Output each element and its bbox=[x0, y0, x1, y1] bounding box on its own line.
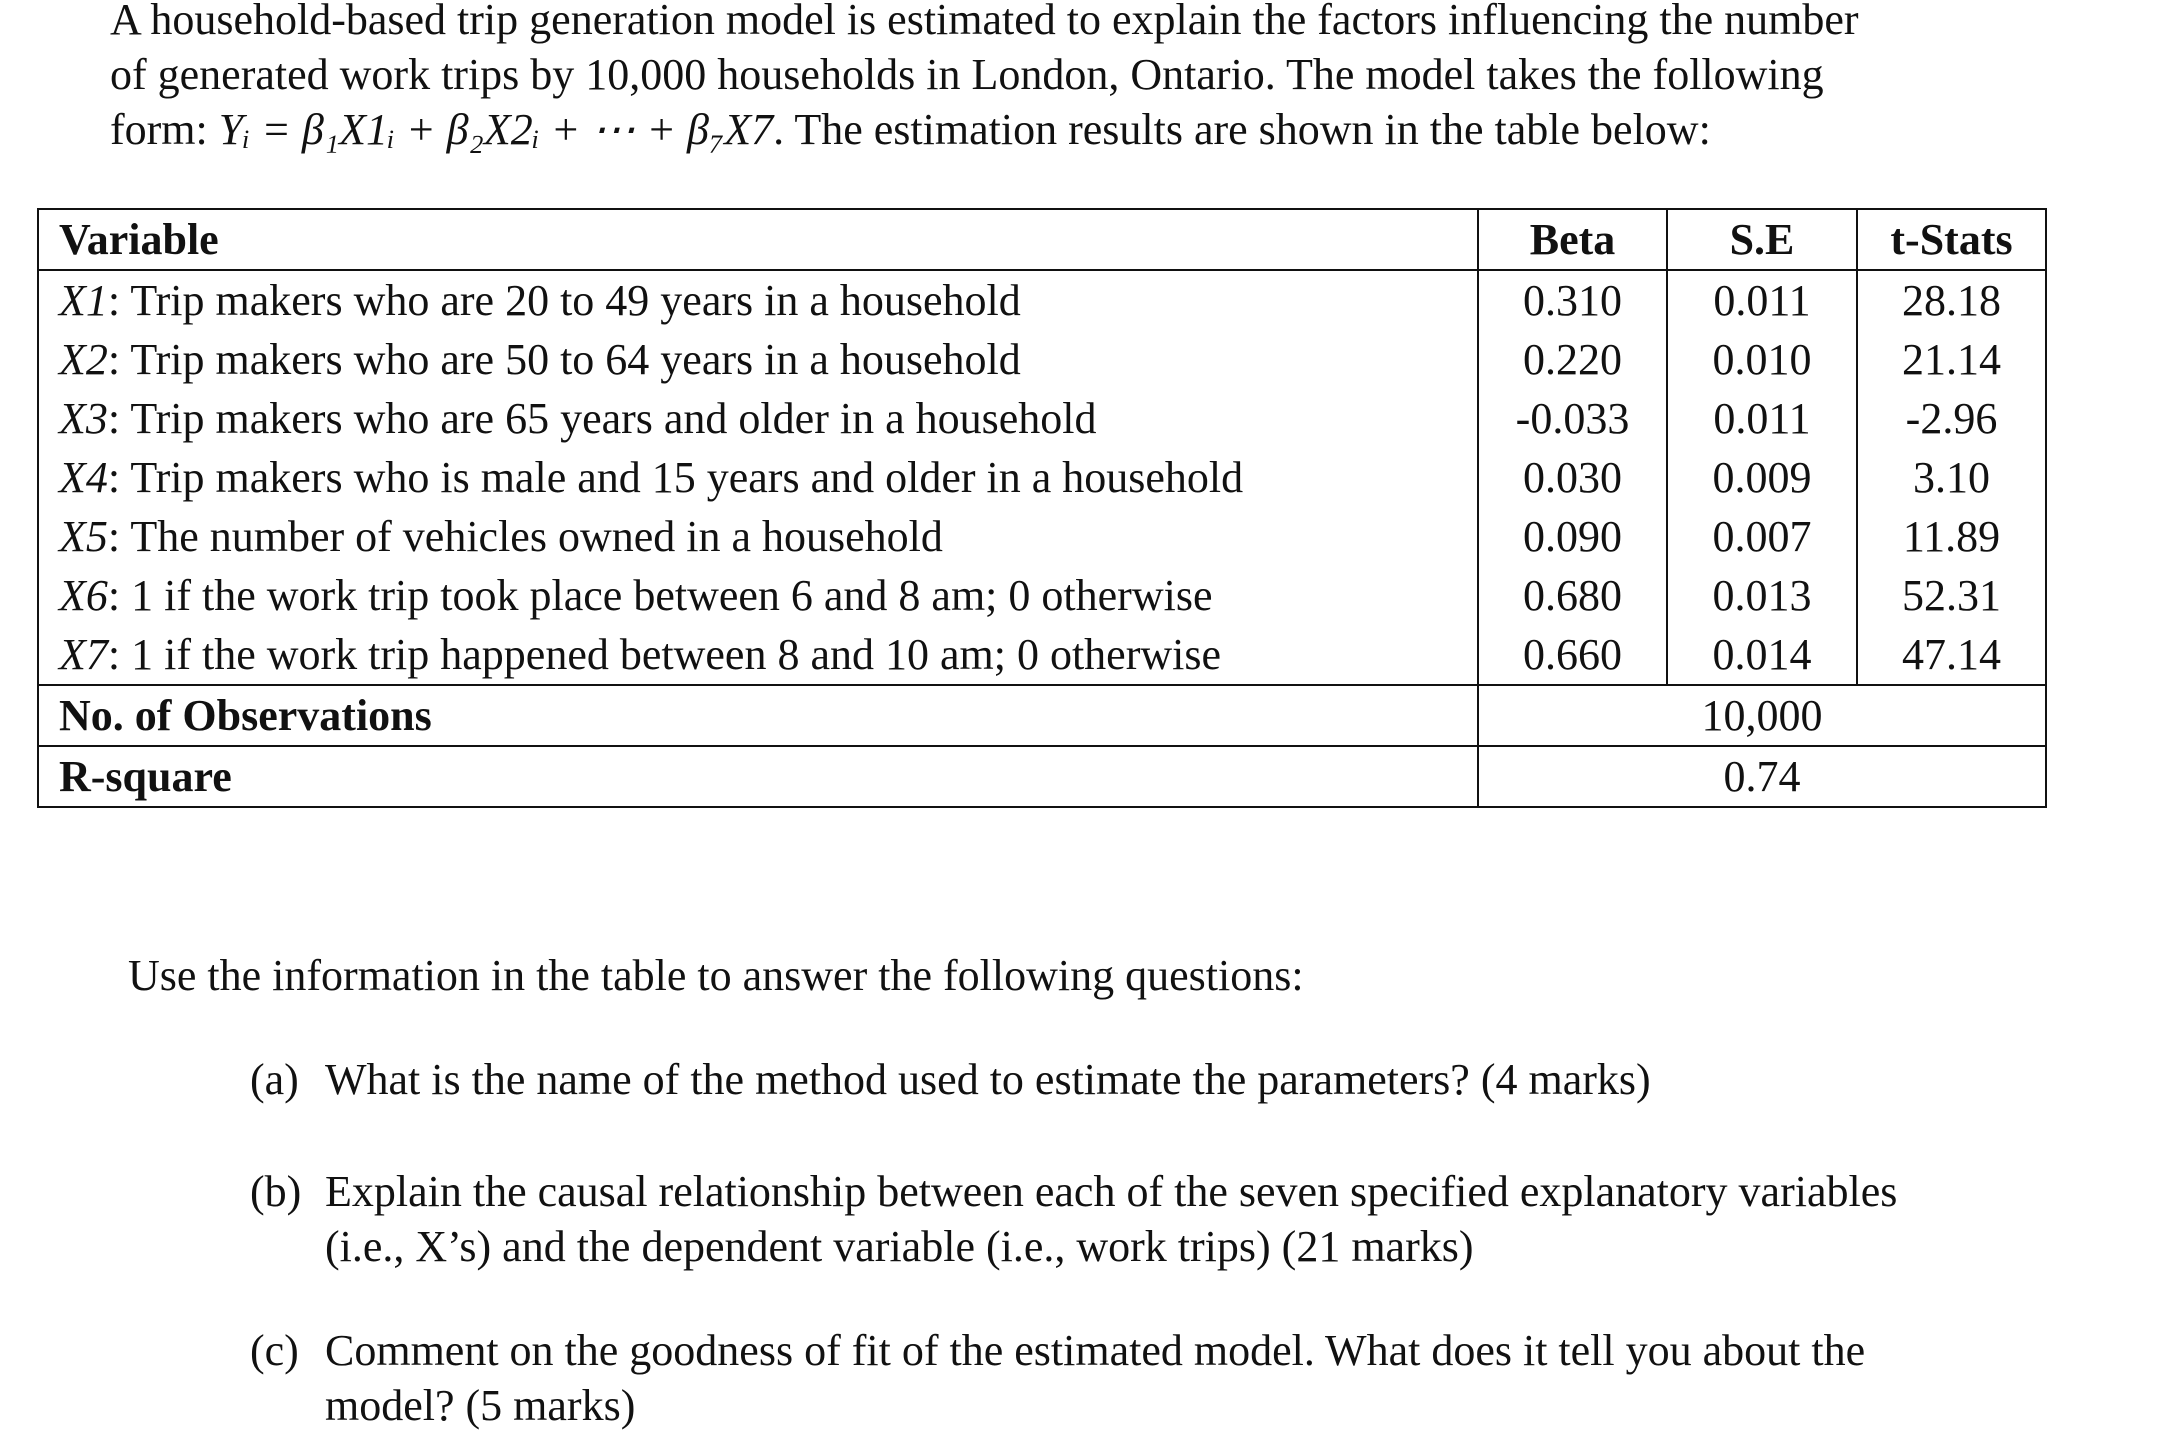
intro-line-3 bbox=[110, 102, 2110, 157]
header-beta: Beta bbox=[1478, 209, 1667, 270]
beta-cell: -0.033 bbox=[1478, 389, 1667, 448]
beta-cell: 0.220 bbox=[1478, 330, 1667, 389]
question-b-line-2: (i.e., X’s) and the dependent variable (i.e., work trips) (21 marks) bbox=[325, 1222, 1474, 1271]
variable-description: : Trip makers who are 20 to 49 years in a household bbox=[107, 276, 1021, 325]
tstat-cell: 52.31 bbox=[1857, 566, 2046, 625]
header-variable: Variable bbox=[38, 209, 1478, 270]
variable-code: X5 bbox=[59, 512, 108, 561]
se-cell: 0.011 bbox=[1667, 389, 1857, 448]
question-b bbox=[250, 1164, 2050, 1274]
tstat-cell: 28.18 bbox=[1857, 270, 2046, 330]
variable-cell bbox=[38, 270, 1478, 330]
question-c bbox=[250, 1323, 2050, 1433]
header-se: S.E bbox=[1667, 209, 1857, 270]
intro-line-2: of generated work trips by 10,000 households in London, Ontario. The model takes the following bbox=[110, 50, 1824, 99]
observations-row bbox=[38, 685, 2046, 746]
variable-code: X2 bbox=[59, 335, 108, 384]
intro-line-3-suffix: . The estimation results are shown in the table below: bbox=[773, 105, 1711, 154]
variable-code: X6 bbox=[59, 571, 108, 620]
question-a bbox=[250, 1052, 2050, 1107]
variable-cell bbox=[38, 448, 1478, 507]
header-tstats: t-Stats bbox=[1857, 209, 2046, 270]
table-header-row bbox=[38, 209, 2046, 270]
variable-code: X3 bbox=[59, 394, 108, 443]
variable-code: X7 bbox=[59, 630, 108, 679]
tstat-cell: -2.96 bbox=[1857, 389, 2046, 448]
rsquare-value: 0.74 bbox=[1478, 746, 2046, 807]
variable-description: : 1 if the work trip took place between 6 and 8 am; 0 otherwise bbox=[107, 571, 1213, 620]
table-row bbox=[38, 507, 2046, 566]
table-row bbox=[38, 448, 2046, 507]
beta-cell: 0.660 bbox=[1478, 625, 1667, 685]
tstat-cell: 3.10 bbox=[1857, 448, 2046, 507]
model-formula: Yᵢ = β₁X1ᵢ + β₂X2ᵢ + ⋯ + β₇X7 bbox=[218, 105, 774, 154]
question-c-line-2: model? (5 marks) bbox=[325, 1381, 636, 1430]
observations-value: 10,000 bbox=[1478, 685, 2046, 746]
beta-cell: 0.090 bbox=[1478, 507, 1667, 566]
question-b-line-1: Explain the causal relationship between each of the seven specified explanatory variables bbox=[325, 1167, 1898, 1216]
questions-intro: Use the information in the table to answer the following questions: bbox=[128, 951, 1304, 1000]
variable-description: : Trip makers who are 65 years and older in a household bbox=[107, 394, 1097, 443]
intro-line-1: A household-based trip generation model is estimated to explain the factors influencing the number bbox=[110, 0, 1859, 44]
rsquare-label: R-square bbox=[38, 746, 1478, 807]
se-cell: 0.014 bbox=[1667, 625, 1857, 685]
table-row bbox=[38, 330, 2046, 389]
observations-label: No. of Observations bbox=[38, 685, 1478, 746]
variable-code: X4 bbox=[59, 453, 108, 502]
estimation-results-table bbox=[37, 208, 2047, 808]
beta-cell: 0.680 bbox=[1478, 566, 1667, 625]
se-cell: 0.013 bbox=[1667, 566, 1857, 625]
question-b-letter: (b) bbox=[250, 1167, 302, 1216]
beta-cell: 0.030 bbox=[1478, 448, 1667, 507]
variable-description: : Trip makers who are 50 to 64 years in a household bbox=[107, 335, 1021, 384]
tstat-cell: 21.14 bbox=[1857, 330, 2046, 389]
variable-description: : The number of vehicles owned in a household bbox=[107, 512, 943, 561]
tstat-cell: 47.14 bbox=[1857, 625, 2046, 685]
question-c-line-1: Comment on the goodness of fit of the estimated model. What does it tell you about the bbox=[325, 1326, 1866, 1375]
se-cell: 0.009 bbox=[1667, 448, 1857, 507]
tstat-cell: 11.89 bbox=[1857, 507, 2046, 566]
variable-cell bbox=[38, 566, 1478, 625]
variable-cell bbox=[38, 330, 1478, 389]
beta-cell: 0.310 bbox=[1478, 270, 1667, 330]
variable-code: X1 bbox=[59, 276, 108, 325]
intro-line-3-prefix: form: bbox=[110, 105, 219, 154]
table-row bbox=[38, 389, 2046, 448]
variable-cell bbox=[38, 507, 1478, 566]
se-cell: 0.011 bbox=[1667, 270, 1857, 330]
question-a-letter: (a) bbox=[250, 1055, 299, 1104]
se-cell: 0.010 bbox=[1667, 330, 1857, 389]
table-row bbox=[38, 566, 2046, 625]
se-cell: 0.007 bbox=[1667, 507, 1857, 566]
question-a-text: What is the name of the method used to estimate the parameters? (4 marks) bbox=[325, 1055, 1651, 1104]
table-row bbox=[38, 625, 2046, 685]
intro-paragraph bbox=[110, 0, 2110, 157]
variable-cell bbox=[38, 389, 1478, 448]
rsquare-row bbox=[38, 746, 2046, 807]
variable-description: : Trip makers who is male and 15 years and older in a household bbox=[107, 453, 1244, 502]
table-row bbox=[38, 270, 2046, 330]
variable-description: : 1 if the work trip happened between 8 and 10 am; 0 otherwise bbox=[107, 630, 1222, 679]
variable-cell bbox=[38, 625, 1478, 685]
question-c-letter: (c) bbox=[250, 1326, 299, 1375]
